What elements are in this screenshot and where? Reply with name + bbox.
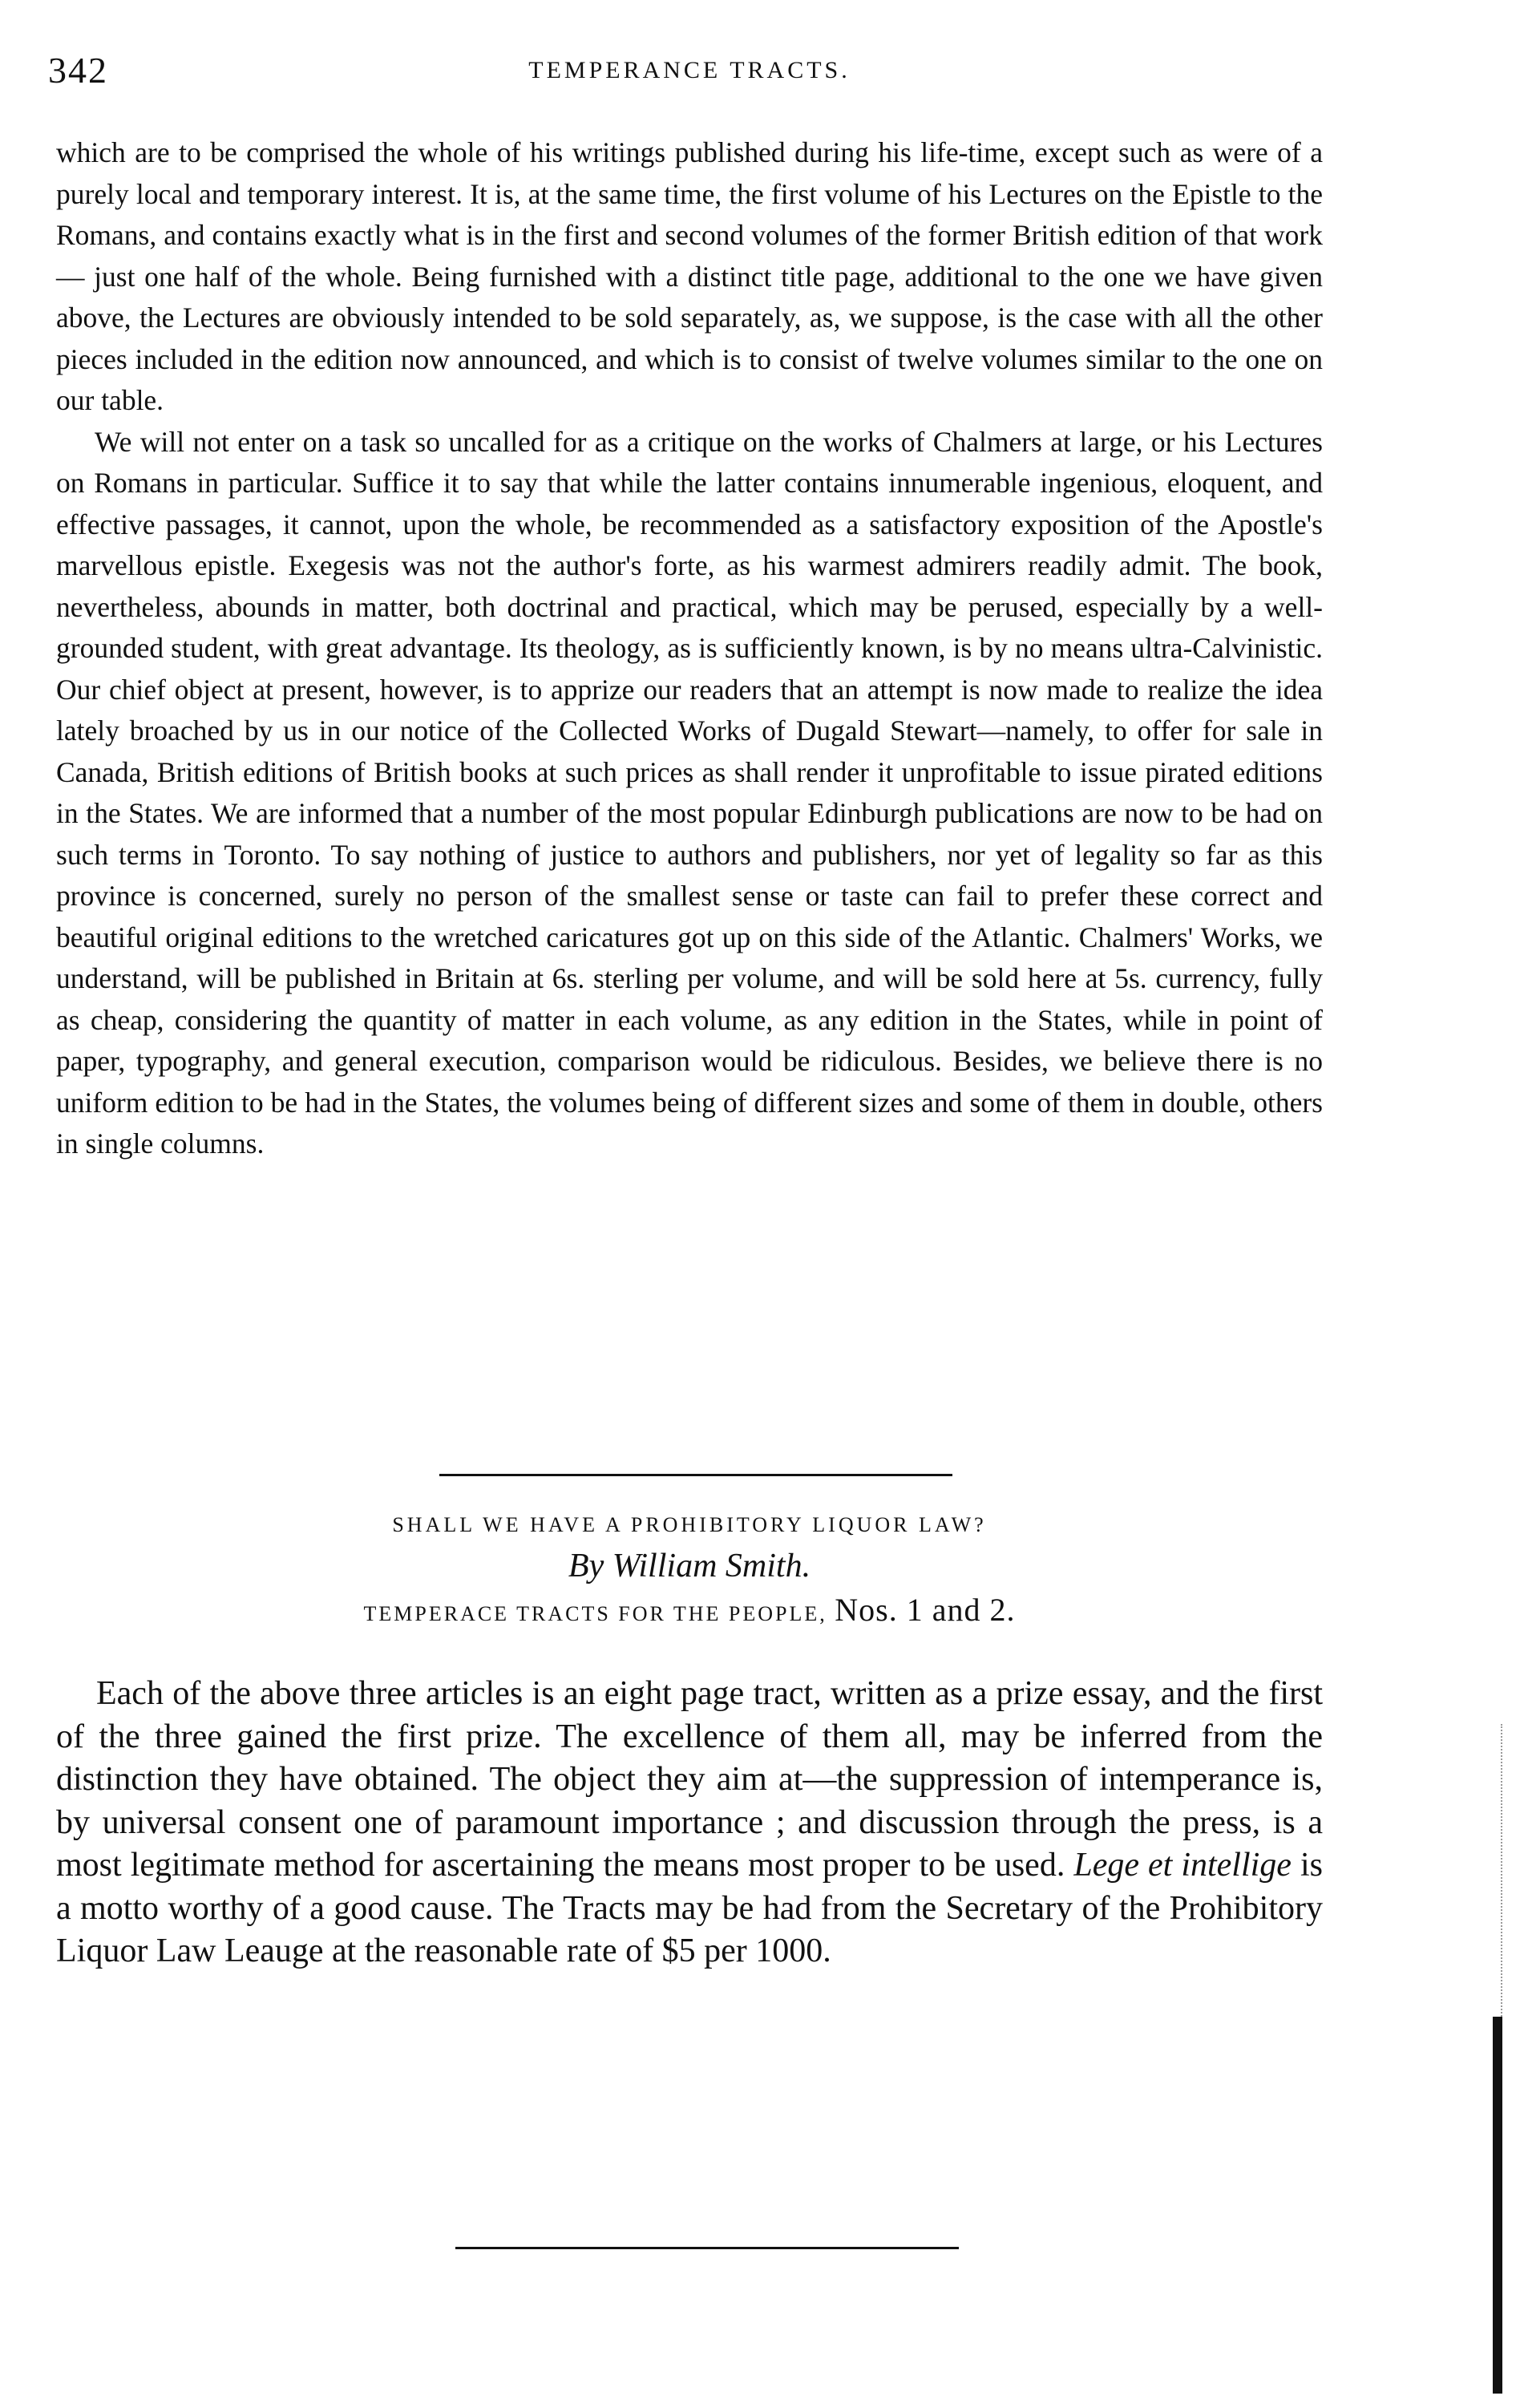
page-number: 342 (48, 50, 108, 91)
end-divider (455, 2247, 959, 2249)
review-text-part: Each of the above three articles is an eight page tract, written as a prize essay, and the first of the three gained the first prize. The excellence of them all, may be inferred from the distinction they have obtained. The object they aim at—the suppression of intemperance is, by universal consent one of paramount importance ; and discussion through the press, is a most legitimate method for ascertaining the means most proper to be used. (56, 1675, 1323, 1884)
scan-edge-shadow (1493, 2017, 1502, 2394)
running-title: TEMPERANCE TRACTS. (528, 57, 851, 83)
scan-edge-dots (1501, 1724, 1504, 2045)
article-body (56, 132, 1323, 1165)
review-paragraph (56, 1673, 1323, 1973)
review-title: SHALL WE HAVE A PROHIBITORY LIQUOR LAW? (392, 1513, 987, 1536)
body-paragraph: We will not enter on a task so uncalled for as a critique on the works of Chalmers at large, or his Lectures on Romans in particular. Suffice it to say that while the latter contains innumerable ingenious, eloquent, and effective passages, it cannot, upon the whole, be recommended as a satisfactory exposition of the Apostle's marvellous epistle. Exegesis was not the author's forte, as his warmest admirers readily admit. The book, nevertheless, abounds in matter, both doctrinal and practical, which may be perused, especially by a well-grounded student, with great advantage. Its theology, as is sufficiently known, is by no means ultra-Calvinistic. Our chief object at present, however, is to apprize our readers that an attempt is now made to realize the idea lately broached by us in our notice of the Collected Works of Dugald Stewart—namely, to offer for sale in Canada, British editions of British books at such prices as shall render it unprofitable to issue pirated editions in the States. We are informed that a number of the most popular Edinburgh publications are now to be had on such terms in Toronto. To say nothing of justice to authors and publishers, nor yet of legality so far as this province is concerned, surely no person of the smallest sense or taste can fail to prefer these correct and beautiful original editions to the wretched caricatures got up on this side of the Atlantic. Chalmers' Works, we understand, will be published in Britain at 6s. sterling per volume, and will be sold here at 5s. currency, fully as cheap, considering the quantity of matter in each volume, as any edition in the States, while in point of paper, typography, and general execution, comparison would be ridiculous. Besides, we believe there is no uniform edition to be had in the States, the volumes being of different sizes and some of them in double, others in single columns. (56, 425, 1323, 1159)
running-head (48, 48, 1331, 104)
review-body (56, 1673, 1323, 1973)
body-paragraph: which are to be comprised the whole of his writings published during his life-time, except such as were of a purely local and temporary interest. It is, at the same time, the first volume of his Lectures on the Epistle to the Romans, and contains exactly what is in the first and second volumes of the former British edition of that work— just one half of the whole. Being furnished with a distinct title page, additional to the one we have given above, the Lectures are obviously intended to be sold separately, as, we suppose, is the case with all the other pieces included in the edition now announced, and which is to consist of twelve volumes similar to the one on our table. (56, 136, 1323, 416)
series-numbers: Nos. 1 and 2. (835, 1592, 1016, 1628)
review-series (56, 1589, 1323, 1635)
series-name: TEMPERACE TRACTS FOR THE PEOPLE, (363, 1602, 827, 1625)
review-text-part: is a motto worthy of a good cause. The Tracts may be had from the Secretary of the Prohibitory Liquor Law Leauge at the reasonable rate of $5 per 1000. (56, 1847, 1323, 1969)
review-heading (56, 1508, 1323, 1635)
review-author: By William Smith. (568, 1548, 811, 1584)
latin-phrase: Lege et intellige (1073, 1847, 1292, 1884)
section-divider (439, 1474, 952, 1476)
